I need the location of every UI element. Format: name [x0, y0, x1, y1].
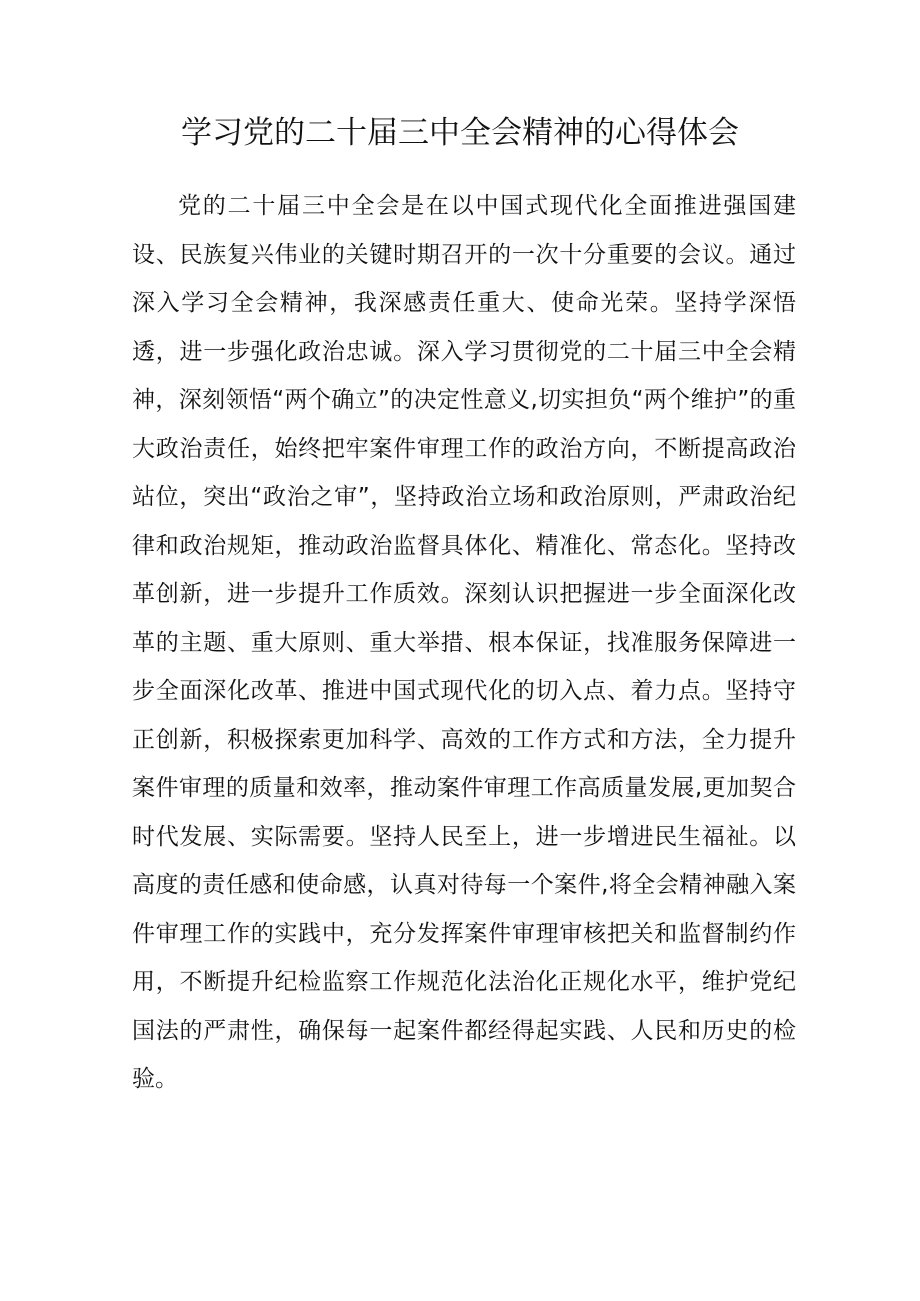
document-paragraph: 党的二十届三中全会是在以中国式现代化全面推进强国建设、民族复兴伟业的关键时期召开的一次十分重要的会议。通过深入学习全会精神，我深感责任重大、使命光荣。坚持学深悟透，进一步强化政治忠诚。深入学习贯彻党的二十届三中全会精神，深刻领悟“两个确立”的决定性意义,切实担负“两个维护”的重大政治责任，始终把牢案件审理工作的政治方向，不断提高政治站位，突出“政治之审”，坚持政治立场和政治原则，严肃政治纪律和政治规矩，推动政治监督具体化、精准化、常态化。坚持改革创新，进一步提升工作质效。深刻认识把握进一步全面深化改革的主题、重大原则、重大举措、根本保证，找准服务保障进一步全面深化改革、推进中国式现代化的切入点、着力点。坚持守正创新，积极探索更加科学、高效的工作方式和方法，全力提升案件审理的质量和效率，推动案件审理工作高质量发展,更加契合时代发展、实际需要。坚持人民至上，进一步增进民生福祉。以高度的责任感和使命感，认真对待每一个案件,将全会精神融入案件审理工作的实践中，充分发挥案件审理审核把关和监督制约作用，不断提升纪检监察工作规范化法治化正规化水平，维护党纪国法的严肃性，确保每一起案件都经得起实践、人民和历史的检验。 [132, 193, 796, 1092]
document-title: 学习党的二十届三中全会精神的心得体会 [181, 115, 739, 151]
